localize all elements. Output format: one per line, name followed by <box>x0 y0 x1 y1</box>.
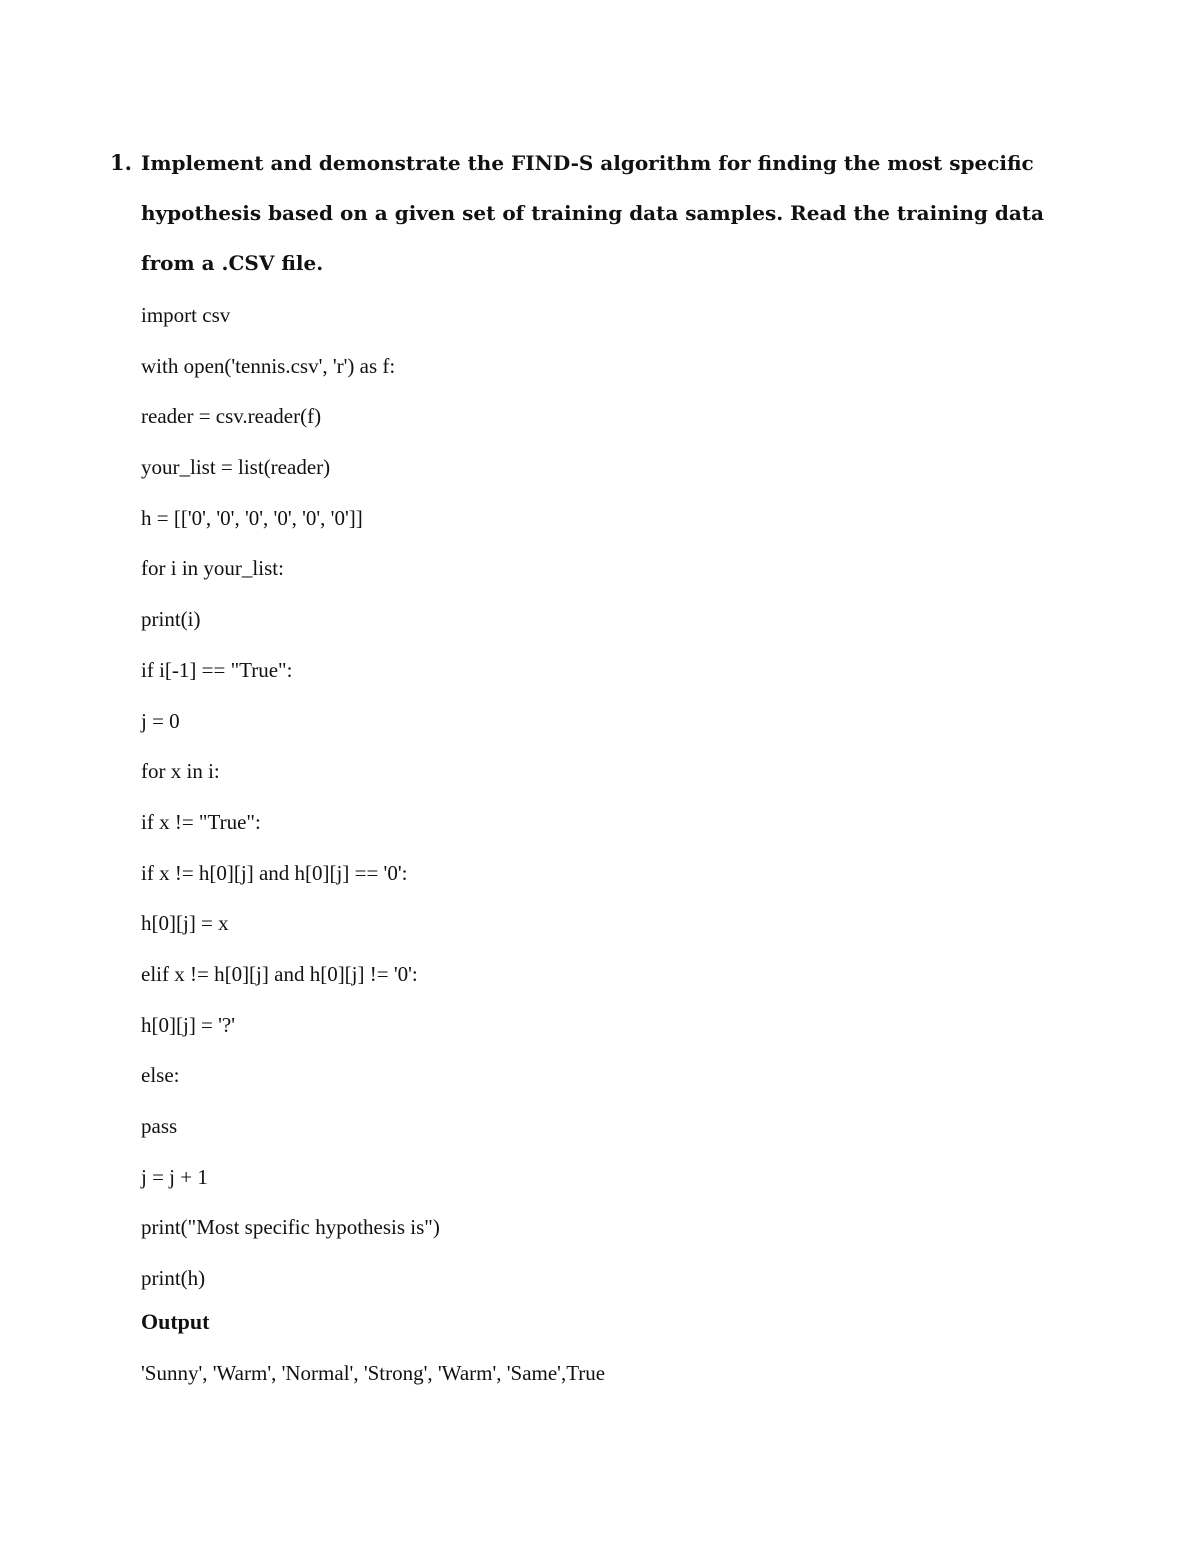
question-line: Implement and demonstrate the FIND-S algorithm for finding the most specific <box>141 151 1034 175</box>
output-heading: Output <box>141 1309 210 1334</box>
code-line: j = j + 1 <box>141 1164 208 1189</box>
code-line: for x in i: <box>141 759 220 784</box>
code-line: pass <box>141 1114 178 1138</box>
question-line: hypothesis based on a given set of training data samples. Read the training data <box>141 201 1044 225</box>
code-line: if x != h[0][j] and h[0][j] == '0': <box>141 860 408 885</box>
code-block <box>141 290 1041 1304</box>
code-line: h[0][j] = x <box>141 911 229 936</box>
code-line: h[0][j] = '?' <box>141 1012 236 1037</box>
output-text: 'Sunny', 'Warm', 'Normal', 'Strong', 'Warm', 'Same',True <box>141 1361 606 1385</box>
question-text <box>141 138 1044 288</box>
question-number: 1. <box>110 150 132 175</box>
code-line: reader = csv.reader(f) <box>141 404 322 429</box>
code-line: for i in your_list: <box>141 556 284 581</box>
code-line: print(i) <box>141 607 201 632</box>
code-line: print("Most specific hypothesis is") <box>141 1215 440 1240</box>
question-line: from a .CSV file. <box>141 251 324 275</box>
code-line: print(h) <box>141 1266 206 1291</box>
code-line: if i[-1] == "True": <box>141 657 293 682</box>
code-line: else: <box>141 1063 180 1088</box>
code-line: elif x != h[0][j] and h[0][j] != '0': <box>141 961 418 986</box>
code-line: h = [['0', '0', '0', '0', '0', '0']] <box>141 505 363 530</box>
code-line: import csv <box>141 303 231 327</box>
code-line: with open('tennis.csv', 'r') as f: <box>141 353 396 378</box>
code-line: j = 0 <box>141 708 180 733</box>
code-line: your_list = list(reader) <box>141 455 331 480</box>
code-line: if x != "True": <box>141 809 261 834</box>
